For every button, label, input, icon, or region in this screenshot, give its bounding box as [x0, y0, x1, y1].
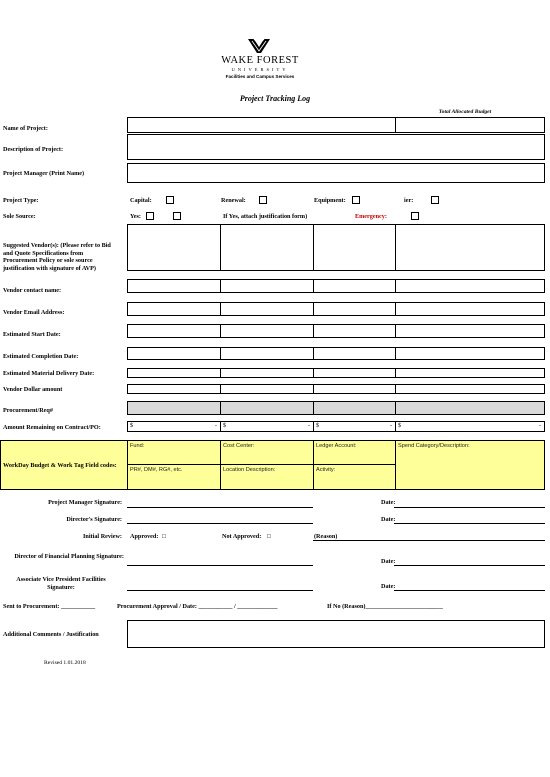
vendor-email-label: Vendor Email Address: — [3, 309, 65, 316]
project-manager-label: Project Manager (Print Name) — [3, 170, 85, 177]
equipment-label: Equipment: — [314, 197, 346, 204]
director-date-line[interactable] — [394, 523, 545, 524]
logo-department: Facilities and Campus Services — [225, 74, 295, 79]
sent-to-procurement[interactable]: Sent to Procurement: ___________ — [3, 603, 96, 610]
equipment-checkbox[interactable] — [352, 196, 360, 204]
if-no-reason[interactable]: If No (Reason)_________________________ — [327, 603, 443, 610]
vendor-contact-field-2[interactable] — [220, 279, 314, 293]
not-approved-label: Not Approved: — [222, 533, 262, 540]
amount-dash: - — [390, 423, 392, 429]
description-of-project-field[interactable] — [127, 134, 545, 160]
not-approved-checkbox[interactable]: □ — [267, 533, 271, 540]
additional-comments-field[interactable] — [127, 620, 545, 648]
vendor-dollar-field-2[interactable] — [220, 384, 314, 394]
sole-source-yes-checkbox[interactable] — [146, 212, 154, 220]
name-of-project-label: Name of Project: — [3, 125, 48, 132]
workday-pr-codes: PR#, DM#, RG#, etc. — [130, 467, 183, 473]
workday-spend-category-cell[interactable] — [395, 440, 545, 490]
sole-source-no-checkbox[interactable] — [173, 212, 181, 220]
amount-dollar-sign: $ — [316, 423, 319, 429]
vendor-contact-label: Vendor contact name: — [3, 287, 62, 294]
amount-remaining-field-3[interactable] — [313, 421, 396, 432]
workday-location-cell[interactable] — [220, 464, 314, 490]
amount-remaining-field-2[interactable] — [220, 421, 314, 432]
amount-remaining-label: Amount Remaining on Contract/PO: — [3, 424, 101, 431]
initial-review-label: Initial Review: — [82, 533, 122, 540]
amount-dash: - — [308, 423, 310, 429]
procurement-req-field-1[interactable] — [127, 401, 221, 415]
dfp-signature-label: Director of Financial Planning Signature: — [14, 553, 124, 560]
vendor-dollar-field-3[interactable] — [313, 384, 396, 394]
estimated-completion-field-3[interactable] — [313, 347, 396, 360]
suggested-vendors-label: Suggested Vendor(s): (Please refer to Bid and Quote Specifications from Procurement Policy or sole source justification with signature of AVP) — [3, 242, 111, 272]
project-type-label: Project Type: — [3, 197, 39, 204]
page-title: Project Tracking Log — [239, 94, 311, 103]
other-label: ier: — [404, 197, 414, 204]
sole-source-label: Sole Source: — [3, 213, 36, 220]
workday-cost-center-cell[interactable] — [220, 440, 314, 465]
name-of-project-field[interactable] — [127, 117, 396, 133]
vendor-contact-field-3[interactable] — [313, 279, 396, 293]
approved-checkbox[interactable]: □ — [162, 533, 166, 540]
sole-source-yes-label: Yes: — [130, 213, 141, 220]
material-delivery-field-1[interactable] — [127, 368, 221, 378]
director-signature-label: Director's Signature: — [66, 516, 122, 523]
material-delivery-field-4[interactable] — [395, 368, 545, 378]
vendor-email-field-3[interactable] — [313, 302, 396, 316]
vendor-field-1[interactable] — [127, 224, 221, 271]
additional-comments-label: Additional Comments / Justification — [3, 631, 99, 638]
workday-fund-cell[interactable] — [127, 440, 221, 465]
workday-spend-category: Spend Category/Description: — [398, 443, 470, 449]
amount-dollar-sign: $ — [223, 423, 226, 429]
vendor-email-field-4[interactable] — [395, 302, 545, 316]
estimated-completion-field-1[interactable] — [127, 347, 221, 360]
logo-university: UNIVERSITY — [231, 67, 289, 72]
pm-date-label: Date: — [381, 499, 396, 506]
avp-signature-label: Associate Vice President Facilities Signature: — [16, 576, 106, 591]
workday-activity: Activity: — [316, 467, 336, 473]
workday-activity-cell[interactable] — [313, 464, 396, 490]
vendor-field-4[interactable] — [395, 224, 545, 271]
amount-remaining-field-4[interactable] — [395, 421, 545, 432]
procurement-req-label: Procurement/Req# — [3, 407, 53, 414]
workday-label-cell — [0, 440, 128, 490]
workday-fund: Fund: — [130, 443, 145, 449]
workday-cost-center: Cost Center: — [223, 443, 255, 449]
workday-ledger-account: Ledger Account: — [316, 443, 357, 449]
avp-date-line[interactable] — [394, 590, 545, 591]
vendor-dollar-field-4[interactable] — [395, 384, 545, 394]
director-date-label: Date: — [381, 516, 396, 523]
avp-date-label: Date: — [381, 583, 396, 590]
workday-budget-label: WorkDay Budget & Work Tag Field codes: — [3, 462, 117, 469]
estimated-start-field-1[interactable] — [127, 324, 221, 338]
approved-label: Approved: — [130, 533, 159, 540]
amount-dollar-sign: $ — [130, 423, 133, 429]
capital-label: Capital: — [130, 197, 152, 204]
procurement-req-field-4[interactable] — [395, 401, 545, 415]
emergency-checkbox[interactable] — [411, 212, 419, 220]
workday-pr-cell[interactable] — [127, 464, 221, 490]
description-of-project-label: Description of Project: — [3, 146, 64, 153]
total-allocated-budget-field[interactable] — [395, 117, 545, 133]
revised-date: Revised 1.01.2018 — [44, 660, 86, 666]
workday-location-description: Location Description: — [223, 467, 276, 473]
vendor-email-field-2[interactable] — [220, 302, 314, 316]
dfp-signature-line[interactable] — [127, 565, 313, 566]
vendor-dollar-label: Vendor Dollar amount — [3, 386, 63, 393]
estimated-completion-label: Estimated Completion Date: — [3, 353, 79, 360]
material-delivery-field-3[interactable] — [313, 368, 396, 378]
avp-signature-line[interactable] — [127, 590, 313, 591]
vendor-contact-field-4[interactable] — [395, 279, 545, 293]
dfp-date-line[interactable] — [394, 565, 545, 566]
sole-source-attach-note: If Yes, attach justification form) — [223, 213, 308, 220]
vendor-field-3[interactable] — [313, 224, 396, 271]
total-allocated-budget-label: Total Allocated Budget — [438, 109, 492, 115]
vendor-field-2[interactable] — [220, 224, 314, 271]
estimated-start-field-2[interactable] — [220, 324, 314, 338]
director-signature-line[interactable] — [127, 523, 313, 524]
wake-forest-logo — [210, 38, 310, 82]
dfp-date-label: Date: — [381, 558, 396, 565]
renewal-checkbox[interactable] — [259, 196, 267, 204]
estimated-start-label: Estimated Start Date: — [3, 331, 61, 338]
pm-date-line[interactable] — [394, 507, 545, 508]
reason-label: (Reason) — [314, 533, 338, 540]
wfu-shield-icon — [246, 38, 272, 54]
renewal-label: Renewal: — [221, 197, 246, 204]
project-manager-field[interactable] — [127, 163, 545, 183]
amount-dash: - — [215, 423, 217, 429]
pm-signature-label: Project Manager Signature: — [48, 499, 122, 506]
procurement-req-field-2[interactable] — [220, 401, 314, 415]
amount-remaining-field-1[interactable] — [127, 421, 221, 432]
estimated-completion-field-4[interactable] — [395, 347, 545, 360]
vendor-contact-field-1[interactable] — [127, 279, 221, 293]
vendor-email-field-1[interactable] — [127, 302, 221, 316]
procurement-req-field-3[interactable] — [313, 401, 396, 415]
pm-signature-line[interactable] — [127, 507, 313, 508]
logo-name: WAKE FOREST — [221, 55, 299, 66]
estimated-start-field-3[interactable] — [313, 324, 396, 338]
material-delivery-label: Estimated Material Delivery Date: — [3, 370, 95, 377]
other-checkbox[interactable] — [431, 196, 439, 204]
estimated-completion-field-2[interactable] — [220, 347, 314, 360]
reason-line[interactable] — [313, 540, 545, 541]
amount-dash: - — [539, 423, 541, 429]
emergency-label: Emergency: — [355, 213, 387, 220]
estimated-start-field-4[interactable] — [395, 324, 545, 338]
vendor-dollar-field-1[interactable] — [127, 384, 221, 394]
material-delivery-field-2[interactable] — [220, 368, 314, 378]
procurement-approval-date[interactable]: Procurement Approval / Date: ___________ / _____________ — [117, 603, 278, 610]
capital-checkbox[interactable] — [166, 196, 174, 204]
amount-dollar-sign: $ — [398, 423, 401, 429]
workday-ledger-cell[interactable] — [313, 440, 396, 465]
